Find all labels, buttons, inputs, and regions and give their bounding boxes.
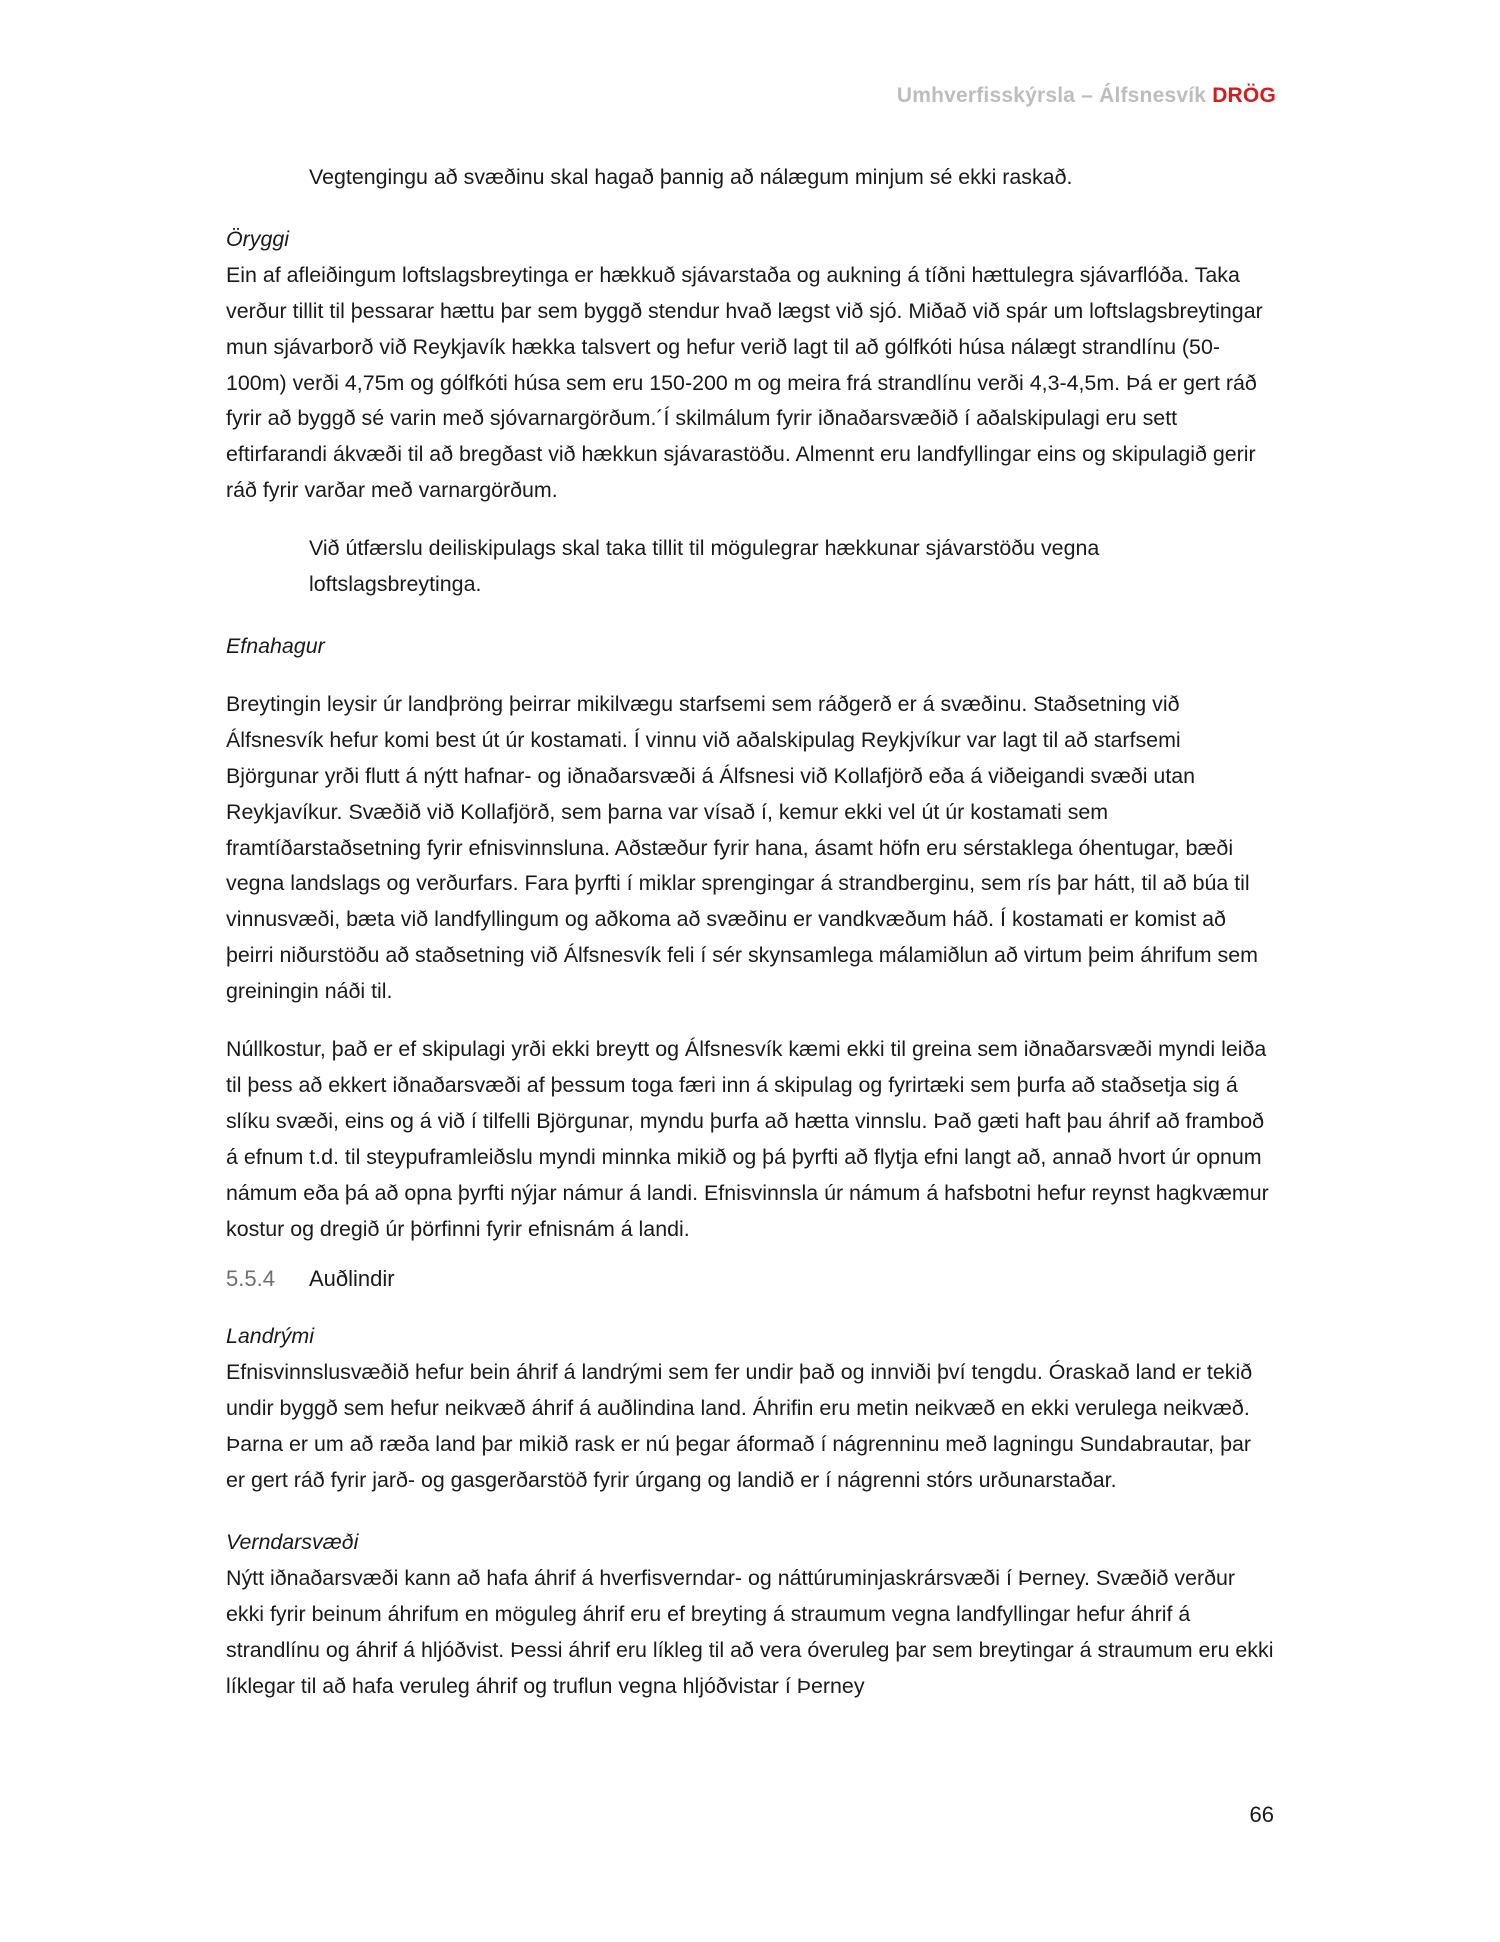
document-body [226,160,1274,1704]
section-title: Auðlindir [309,1266,395,1292]
road-connection-provision: Vegtengingu að svæðinu skal hagað þannig að nálægum minjum sé ekki raskað. [309,165,1073,189]
paragraph-protected-areas: Nýtt iðnaðarsvæði kann að hafa áhrif á hverfisverndar- og náttúruminjaskrársvæði í Þerney. Svæðið verður ekki fyrir beinum áhrifum en möguleg áhrif eru ef breyting á straumum vegna landfyllingar hefur áhrif á strandlínu og áhrif á hljóðvist. Þessi áhrif eru líkleg til að vera óveruleg þar sem breytingar á straumum eru ekki líklegar til að hafa veruleg áhrif og truflun vegna hljóðvistar í Þerney [226,1565,1274,1698]
heading-economy: Efnahagur [226,633,325,658]
paragraph-safety: Ein af afleiðingum loftslagsbreytinga er hækkuð sjávarstaða og aukning á tíðni hættulegra sjávarflóða. Taka verður tillit til þessarar hættu þar sem byggð stendur hvað lægst við sjó. Miðað við spár um loftslagsbreytingar mun sjávarborð við Reykjavík hækka talsvert og hefur verið lagt til að gólfkóti húsa nálægt strandlínu (50-100m) verði 4,75m og gólfkóti húsa sem eru 150-200 m og meira frá strandlínu verði 4,3-4,5m. Þá er gert ráð fyrir að byggð sé varin með sjóvarnargörðum.´Í skilmálum fyrir iðnaðarsvæðið í aðalskipulagi eru sett eftirfarandi ákvæði til að bregðast við hækkun sjávarastöðu. Almennt eru landfyllingar eins og skipulagið gerir ráð fyrir varðar með varnargörðum. [226,262,1263,503]
paragraph-economy-2: Núllkostur, það er ef skipulagi yrði ekki breytt og Álfsnesvík kæmi ekki til greina sem iðnaðarsvæði myndi leiða til þess að ekkert iðnaðarsvæði af þessum toga færi inn á skipulag og fyrirtæki sem þurfa að staðsetja sig á slíku svæði, eins og á við í tilfelli Björgunar, myndu þurfa að hætta vinnslu. Það gæti haft þau áhrif að framboð á efnum t.d. til steypuframleiðslu myndi minnka mikið og þá þyrfti að flytja efni langt að, annað hvort úr opnum námum eða þá að opna þyrfti nýjar námur á landi. Efnisvinnsla úr námum á hafsbotni hefur reynst hagkvæmur kostur og dregið úr þörfinni fyrir efnisnám á landi. [226,1037,1269,1241]
heading-land: Landrými [226,1324,314,1349]
page-number: 66 [1249,1802,1274,1827]
running-header [897,84,1276,108]
header-title: Umhverfisskýrsla – Álfsnesvík [896,84,1207,107]
paragraph-economy-1: Breytingin leysir úr landþröng þeirrar mikilvægu starfsemi sem ráðgerð er á svæðinu. Staðsetning við Álfsnesvík hefur komi best út úr kostamati. Í vinnu við aðalskipulag Reykjvíkur var lagt til að starfsemi Björgunar yrði flutt á nýtt hafnar- og iðnaðarsvæði á Álfsnesi við Kollafjörð eða á viðeigandi svæði utan Reykjavíkur. Svæðið við Kollafjörð, sem þarna var vísað í, kemur ekki vel út úr kostamati sem framtíðarstaðsetning fyrir efnisvinnsluna. Aðstæður fyrir hana, ásamt höfn eru sérstaklega óhentugar, bæði vegna landslags og verðurfars. Fara þyrfti í miklar sprengingar á strandberginu, sem rís þar hátt, til að búa til vinnusvæði, bæta við landfyllingum og aðkoma að svæðinu er vandkvæðum háð. Í kostamati er komist að þeirri niðurstöðu að staðsetning við Álfsnesvík feli í sér skynsamlega málamiðlun að virtum þeim áhrifum sem greiningin náði til. [226,691,1258,1004]
heading-protected-areas: Verndarsvæði [226,1529,359,1554]
section-heading [226,1261,1274,1297]
paragraph-land: Efnisvinnslusvæðið hefur bein áhrif á landrými sem fer undir það og innviði því tengdu. Óraskað land er tekið undir byggð sem hefur neikvæð áhrif á auðlindina land. Áhrifin eru metin neikvæð en ekki verulega neikvæð. Þarna er um að ræða land þar mikið rask er nú þegar áformað í nágrenninu með lagningu Sundabrautar, þar er gert ráð fyrir jarð- og gasgerðarstöð fyrir úrgang og landið er í nágrenni stórs urðunarstaðar. [226,1360,1253,1492]
draft-label: DRÖG [1212,84,1276,107]
heading-safety: Öryggi [226,226,290,251]
sea-level-provision: Við útfærslu deiliskipulags skal taka tillit til mögulegrar hækkunar sjávarstöðu vegna loftslagsbreytinga. [309,536,1100,597]
section-number: 5.5.4 [226,1266,275,1292]
